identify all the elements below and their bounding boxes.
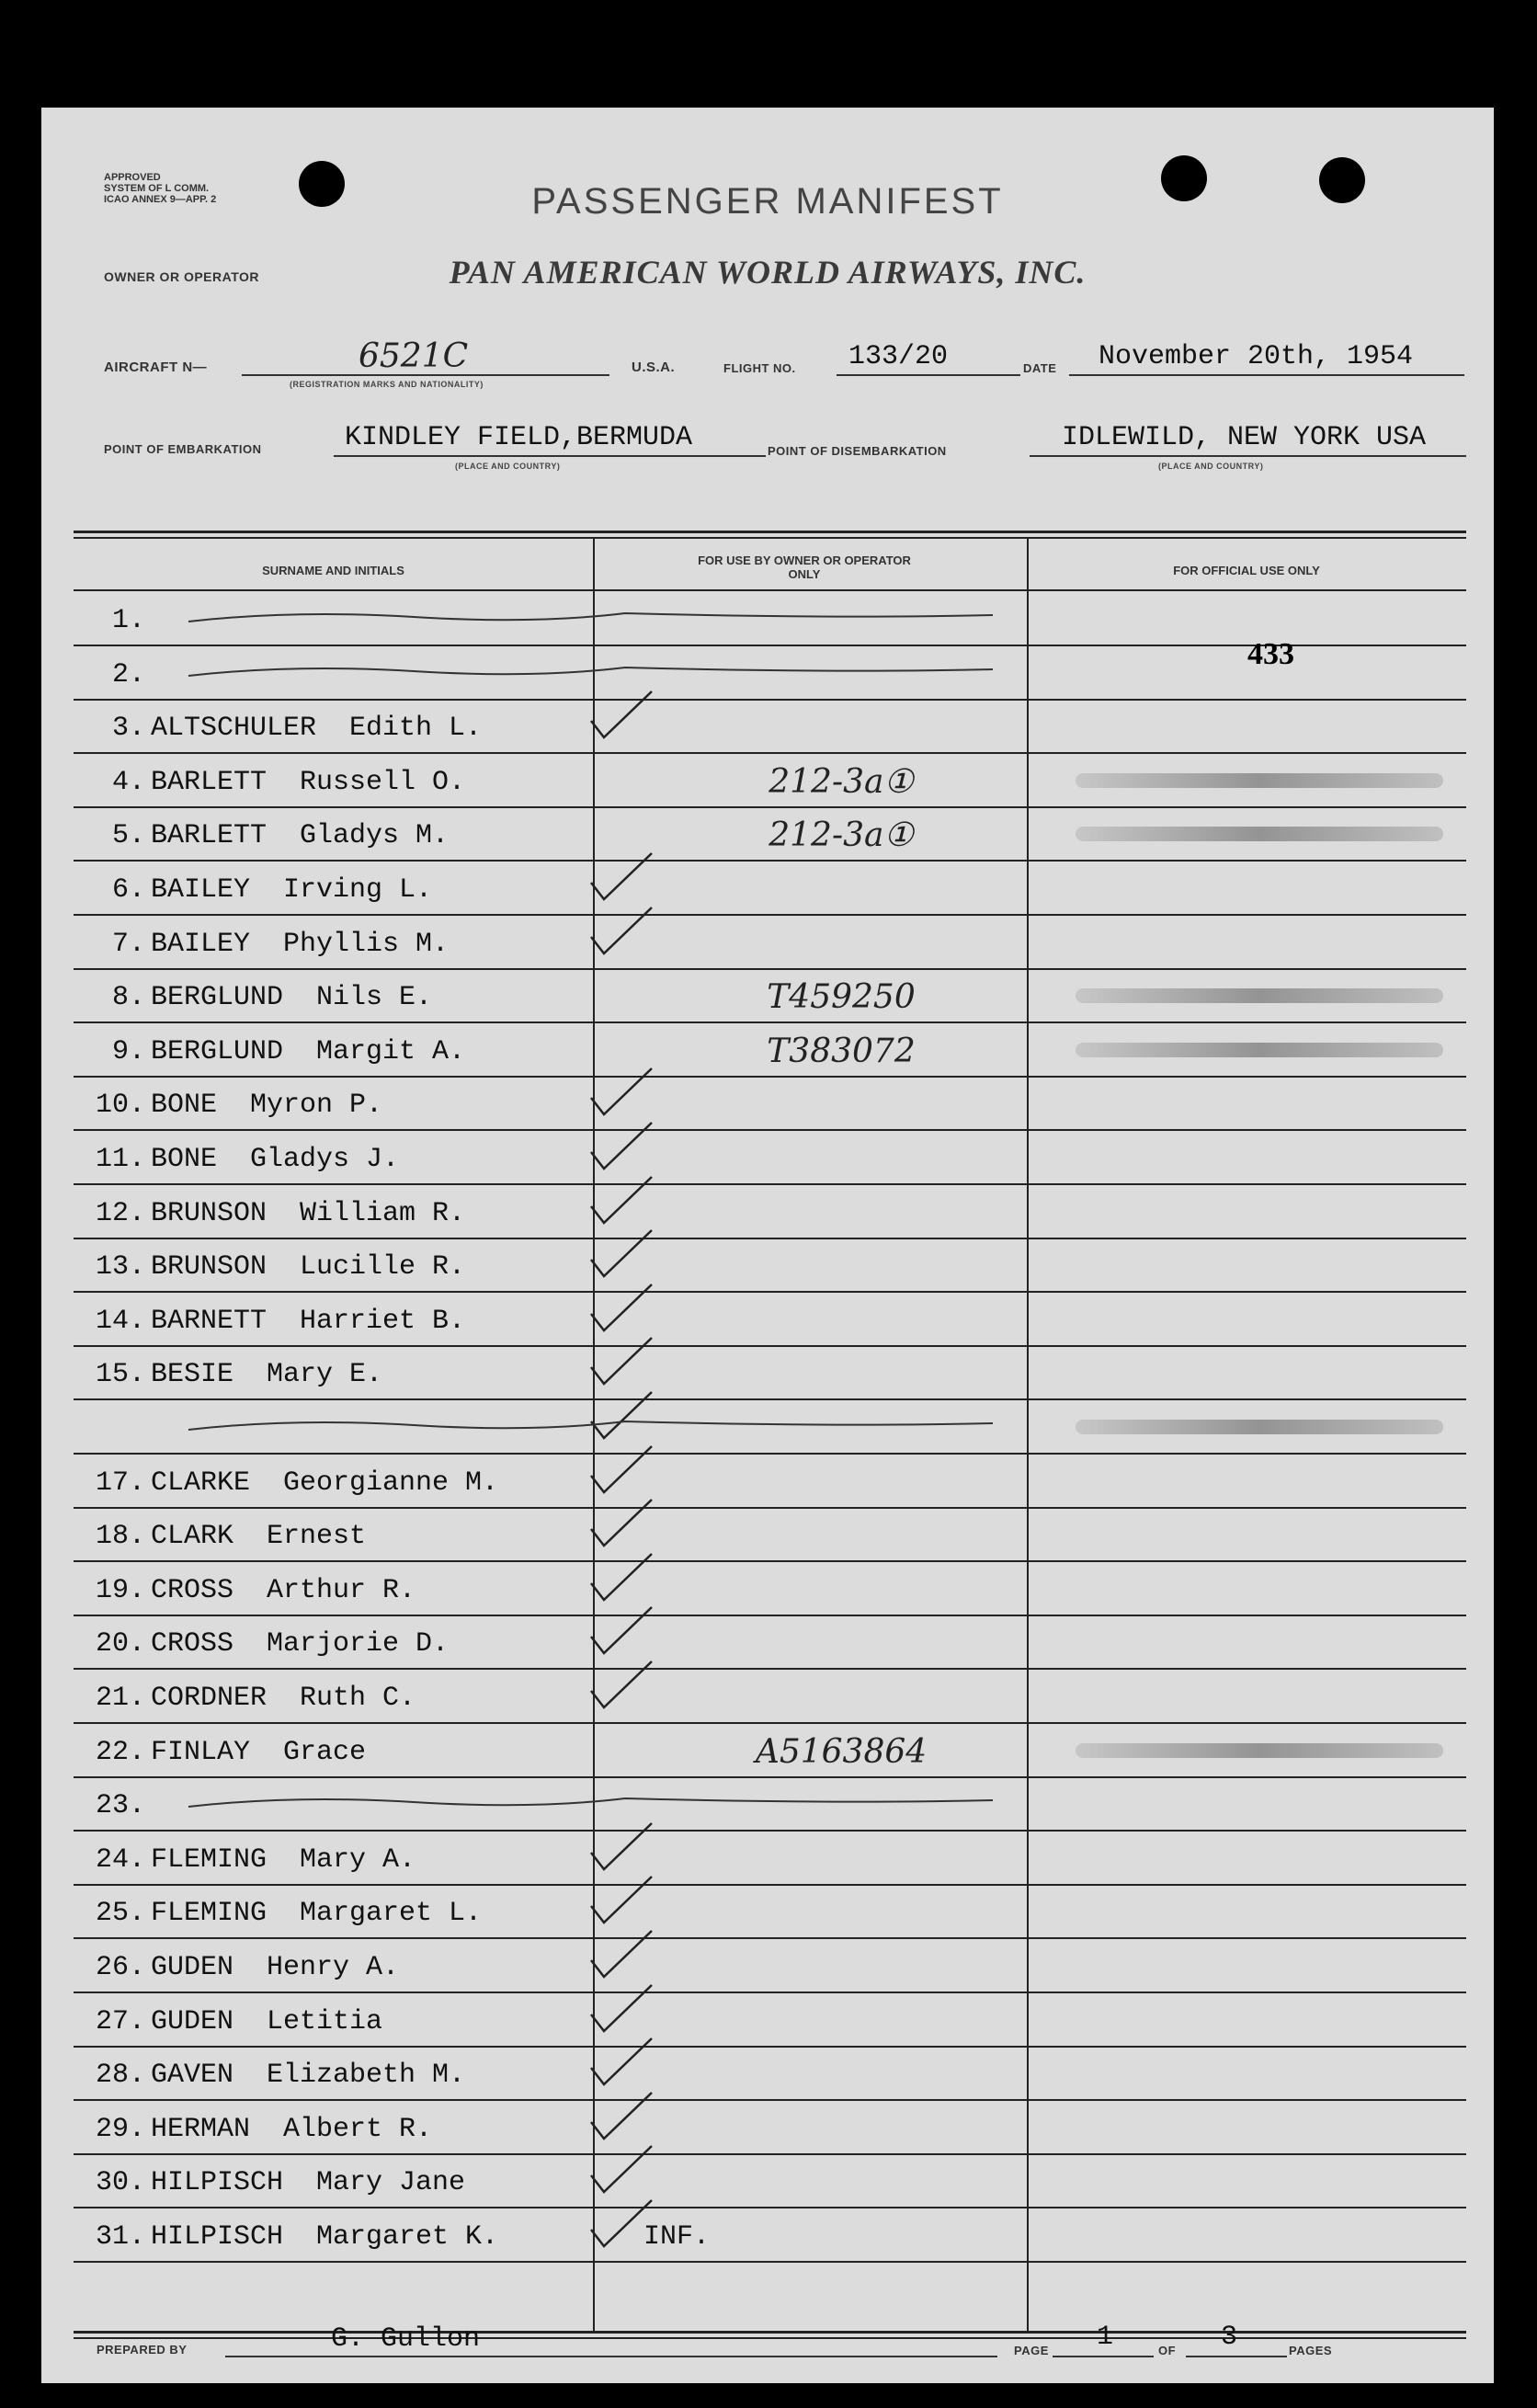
- passenger-name: GUDEN Letitia: [151, 2005, 383, 2037]
- official-use-cell: [1076, 1931, 1466, 1964]
- page-number: 1: [1097, 2322, 1114, 2353]
- row-number: 6.: [111, 874, 145, 906]
- row-number: 19.: [95, 1574, 145, 1606]
- passenger-name-cell: [74, 2166, 602, 2199]
- passenger-name-cell: [74, 1682, 602, 1715]
- official-use-cell: [1076, 1500, 1466, 1533]
- official-use-cell: [1076, 1661, 1466, 1695]
- prepared-label: PREPARED BY: [97, 2343, 188, 2357]
- redaction-smudge: [1076, 1743, 1443, 1758]
- passenger-name: CLARKE Georgianne M.: [151, 1466, 499, 1499]
- official-use-cell: [1076, 1769, 1466, 1802]
- row-number: 3.: [111, 713, 145, 745]
- row-number: 31.: [95, 2221, 145, 2253]
- check-mark-icon: [584, 686, 657, 741]
- owner-use-cell: [643, 928, 1039, 961]
- owner-use-cell: [643, 1574, 1039, 1607]
- check-mark-icon: [584, 1818, 657, 1873]
- check-mark-icon: [584, 1548, 657, 1603]
- row-number: 15.: [95, 1359, 145, 1391]
- row-number: 24.: [95, 1843, 145, 1876]
- passenger-name: BONE Myron P.: [151, 1090, 383, 1122]
- passenger-name-cell: [74, 2220, 602, 2254]
- row-number: 9.: [111, 1035, 145, 1067]
- passenger-name: BERGLUND Margit A.: [151, 1035, 466, 1067]
- official-use-cell: [1076, 1284, 1466, 1318]
- row-number: 30.: [95, 2167, 145, 2199]
- owner-use-cell: 212-3a①: [768, 762, 914, 801]
- official-use-cell: [1076, 853, 1466, 886]
- row-number: 18.: [95, 1521, 145, 1553]
- row-number: 28.: [95, 2060, 145, 2092]
- date-label: DATE: [1023, 361, 1057, 375]
- row-number: 11.: [95, 1144, 145, 1175]
- passenger-name-cell: [74, 819, 602, 852]
- approval-line: APPROVED: [104, 172, 161, 183]
- passenger-name: BRUNSON Lucille R.: [151, 1251, 466, 1284]
- owner-use-cell: [643, 2113, 1039, 2146]
- passenger-name-cell: [74, 1250, 602, 1284]
- check-mark-icon: [584, 1117, 657, 1172]
- passenger-name: HILPISCH Margaret K.: [151, 2221, 499, 2253]
- check-mark-icon: [584, 1602, 657, 1657]
- approval-line: SYSTEM OF L COMM.: [104, 183, 210, 194]
- check-mark-icon: [584, 1279, 657, 1334]
- redaction-smudge: [1076, 1420, 1443, 1434]
- passenger-name-cell: [74, 928, 602, 961]
- check-mark-icon: [584, 1494, 657, 1549]
- pages-label: PAGES: [1289, 2344, 1333, 2357]
- owner-use-cell: T459250: [767, 978, 916, 1017]
- owner-use-cell: [643, 873, 1039, 907]
- official-use-cell: [1076, 1823, 1466, 1856]
- row-number: 10.: [95, 1090, 145, 1122]
- column-surname: SURNAME AND INITIALS: [262, 564, 404, 577]
- owner-use-cell: A5163864: [755, 1732, 928, 1771]
- passenger-name-cell: [74, 1843, 602, 1877]
- passenger-name-cell: [74, 1951, 602, 1984]
- row-number: 8.: [111, 982, 145, 1014]
- of-label: OF: [1158, 2344, 1177, 2357]
- strikeout-scribble: [184, 1784, 1011, 1820]
- passenger-name: GAVEN Elizabeth M.: [151, 2060, 466, 2092]
- official-use-cell: [1076, 1877, 1466, 1910]
- prepared-value: G. Gullon: [331, 2323, 481, 2355]
- official-use-cell: [1076, 1123, 1466, 1156]
- official-use-cell: [1076, 907, 1466, 941]
- passenger-name-cell: [74, 712, 602, 745]
- passenger-name-cell: [74, 2113, 602, 2146]
- row-number: 14.: [95, 1305, 145, 1337]
- usa-label: U.S.A.: [632, 359, 676, 375]
- passenger-name-cell: [74, 1089, 602, 1122]
- official-use-cell: [1076, 1446, 1466, 1479]
- owner-use-cell: [643, 1897, 1039, 1930]
- total-pages: 3: [1221, 2322, 1238, 2353]
- passenger-name-cell: [74, 1466, 602, 1500]
- check-mark-icon: [584, 848, 657, 903]
- flight-value: 133/20: [848, 341, 949, 372]
- passenger-name: FLEMING Margaret L.: [151, 1898, 483, 1930]
- row-number: 21.: [95, 1683, 145, 1714]
- check-mark-icon: [584, 1171, 657, 1227]
- aircraft-label: AIRCRAFT N—: [104, 359, 208, 375]
- check-mark-icon: [584, 1332, 657, 1387]
- owner-use-cell: [643, 1682, 1039, 1715]
- row-number: 26.: [95, 1952, 145, 1983]
- passenger-name: BARNETT Harriet B.: [151, 1305, 466, 1337]
- official-use-cell: [1076, 1177, 1466, 1210]
- page-label: PAGE: [1014, 2344, 1049, 2357]
- disembark-value: IDLEWILD, NEW YORK USA: [1062, 422, 1427, 453]
- check-mark-icon: [584, 2087, 657, 2142]
- passenger-name: BRUNSON William R.: [151, 1197, 466, 1229]
- airline-name: PAN AMERICAN WORLD AIRWAYS, INC.: [449, 254, 1087, 291]
- owner-use-cell: [643, 2005, 1039, 2038]
- column-official: FOR OFFICIAL USE ONLY: [1173, 564, 1320, 577]
- official-use-cell: [1076, 2200, 1466, 2233]
- page-title: PASSENGER MANIFEST: [531, 181, 1004, 222]
- row-number: 29.: [95, 2113, 145, 2145]
- owner-use-cell: 212-3a①: [768, 816, 914, 855]
- check-mark-icon: [584, 2140, 657, 2196]
- official-use-cell: [1076, 691, 1466, 725]
- passenger-name: BAILEY Irving L.: [151, 874, 433, 906]
- strikeout-scribble: [184, 1407, 1011, 1444]
- owner-use-cell: [643, 2059, 1039, 2092]
- official-use-cell: [1076, 1230, 1466, 1263]
- row-number: 12.: [95, 1197, 145, 1229]
- owner-use-cell: [643, 1250, 1039, 1284]
- official-use-cell: [1076, 1985, 1466, 2018]
- passenger-name: ALTSCHULER Edith L.: [151, 713, 483, 745]
- passenger-name-cell: [74, 1197, 602, 1230]
- owner-use-cell: [643, 1627, 1039, 1660]
- passenger-name-cell: [74, 766, 602, 799]
- passenger-name: CORDNER Ruth C.: [151, 1683, 416, 1714]
- passenger-name-cell: [74, 1897, 602, 1930]
- passenger-name-cell: [74, 1627, 602, 1660]
- row-number: 5.: [111, 820, 145, 852]
- aircraft-sub: (REGISTRATION MARKS AND NATIONALITY): [290, 380, 484, 389]
- disembark-sub: (PLACE AND COUNTRY): [1158, 462, 1264, 471]
- passenger-name-cell: [74, 1035, 602, 1068]
- check-mark-icon: [584, 902, 657, 957]
- passenger-name-cell: [74, 1358, 602, 1391]
- redaction-smudge: [1076, 1043, 1443, 1057]
- owner-use-cell: T383072: [767, 1032, 916, 1070]
- official-use-cell: [1076, 1554, 1466, 1587]
- check-mark-icon: [584, 1441, 657, 1496]
- official-use-cell: [1076, 2093, 1466, 2126]
- official-use-cell: [1076, 1338, 1466, 1371]
- check-mark-icon: [584, 2033, 657, 2088]
- owner-use-cell: [643, 1143, 1039, 1176]
- official-use-cell: 433: [1247, 636, 1294, 671]
- embark-label: POINT OF EMBARKATION: [104, 442, 262, 456]
- passenger-name: CROSS Marjorie D.: [151, 1628, 450, 1660]
- official-use-cell: [1076, 2038, 1466, 2071]
- owner-use-cell: INF.: [643, 2221, 711, 2253]
- passenger-name-cell: [74, 873, 602, 907]
- passenger-name-cell: [74, 1305, 602, 1338]
- passenger-name: FLEMING Mary A.: [151, 1843, 416, 1876]
- passenger-name-cell: [74, 1520, 602, 1553]
- check-mark-icon: [584, 1871, 657, 1926]
- row-number: 20.: [95, 1628, 145, 1660]
- official-use-cell: [1076, 1068, 1466, 1101]
- owner-use-cell: [643, 1358, 1039, 1391]
- owner-use-cell: [643, 1951, 1039, 1984]
- owner-use-cell: [643, 1305, 1039, 1338]
- aircraft-value: 6521C: [359, 337, 469, 375]
- row-number: 1.: [111, 605, 145, 636]
- owner-use-cell: [643, 1197, 1039, 1230]
- passenger-name-cell: [74, 1143, 602, 1176]
- check-mark-icon: [584, 1980, 657, 2035]
- manifest-sheet: [41, 108, 1494, 2383]
- passenger-name-cell: [74, 981, 602, 1014]
- passenger-name: FINLAY Grace: [151, 1736, 367, 1768]
- row-number: 4.: [111, 766, 145, 798]
- table-row: [74, 2208, 1466, 2263]
- check-mark-icon: [584, 1656, 657, 1711]
- owner-use-cell: [643, 712, 1039, 745]
- row-number: 17.: [95, 1466, 145, 1499]
- disembark-label: POINT OF DISEMBARKATION: [768, 444, 947, 458]
- passenger-name-cell: [74, 2005, 602, 2038]
- row-number: 22.: [95, 1736, 145, 1768]
- owner-use-cell: [643, 1089, 1039, 1122]
- row-number: 23.: [95, 1790, 145, 1822]
- redaction-smudge: [1076, 773, 1443, 788]
- owner-label: OWNER OR OPERATOR: [104, 269, 259, 284]
- row-number: 13.: [95, 1251, 145, 1284]
- row-number: 7.: [111, 928, 145, 960]
- passenger-name: BARLETT Gladys M.: [151, 820, 450, 852]
- owner-use-cell: [643, 1843, 1039, 1877]
- date-value: November 20th, 1954: [1099, 341, 1414, 372]
- strikeout-scribble: [184, 599, 1011, 635]
- row-number: 2.: [111, 658, 145, 690]
- passenger-name-cell: [74, 1736, 602, 1769]
- official-use-cell: [1076, 584, 1466, 617]
- passenger-name: HERMAN Albert R.: [151, 2113, 433, 2145]
- passenger-name: HILPISCH Mary Jane: [151, 2167, 466, 2199]
- flight-label: FLIGHT NO.: [723, 361, 796, 375]
- passenger-name: CLARK Ernest: [151, 1521, 367, 1553]
- check-mark-icon: [584, 1063, 657, 1118]
- owner-use-cell: [643, 1466, 1039, 1500]
- redaction-smudge: [1076, 988, 1443, 1003]
- strikeout-scribble: [184, 653, 1011, 690]
- check-mark-icon: [584, 1925, 657, 1980]
- official-use-cell: [1076, 2146, 1466, 2179]
- passenger-name: BONE Gladys J.: [151, 1144, 400, 1175]
- embark-value: KINDLEY FIELD,BERMUDA: [345, 422, 693, 453]
- row-number: 25.: [95, 1898, 145, 1930]
- passenger-name-cell: [74, 1574, 602, 1607]
- owner-use-cell: [643, 1520, 1039, 1553]
- row-number: 27.: [95, 2005, 145, 2037]
- approval-line: ICAO ANNEX 9—APP. 2: [104, 194, 217, 205]
- official-use-cell: [1076, 1607, 1466, 1640]
- redaction-smudge: [1076, 827, 1443, 841]
- check-mark-icon: [584, 1225, 657, 1280]
- embark-sub: (PLACE AND COUNTRY): [455, 462, 561, 471]
- check-mark-icon: [584, 2195, 657, 2250]
- passenger-name-cell: [74, 2059, 602, 2092]
- passenger-name: BERGLUND Nils E.: [151, 982, 433, 1014]
- passenger-name: GUDEN Henry A.: [151, 1952, 400, 1983]
- passenger-name: BESIE Mary E.: [151, 1359, 383, 1391]
- owner-use-cell: [643, 2166, 1039, 2199]
- passenger-name: BARLETT Russell O.: [151, 766, 466, 798]
- column-owner: FOR USE BY OWNER OR OPERATOR ONLY: [698, 553, 911, 581]
- passenger-name: BAILEY Phyllis M.: [151, 928, 450, 960]
- passenger-name: CROSS Arthur R.: [151, 1574, 416, 1606]
